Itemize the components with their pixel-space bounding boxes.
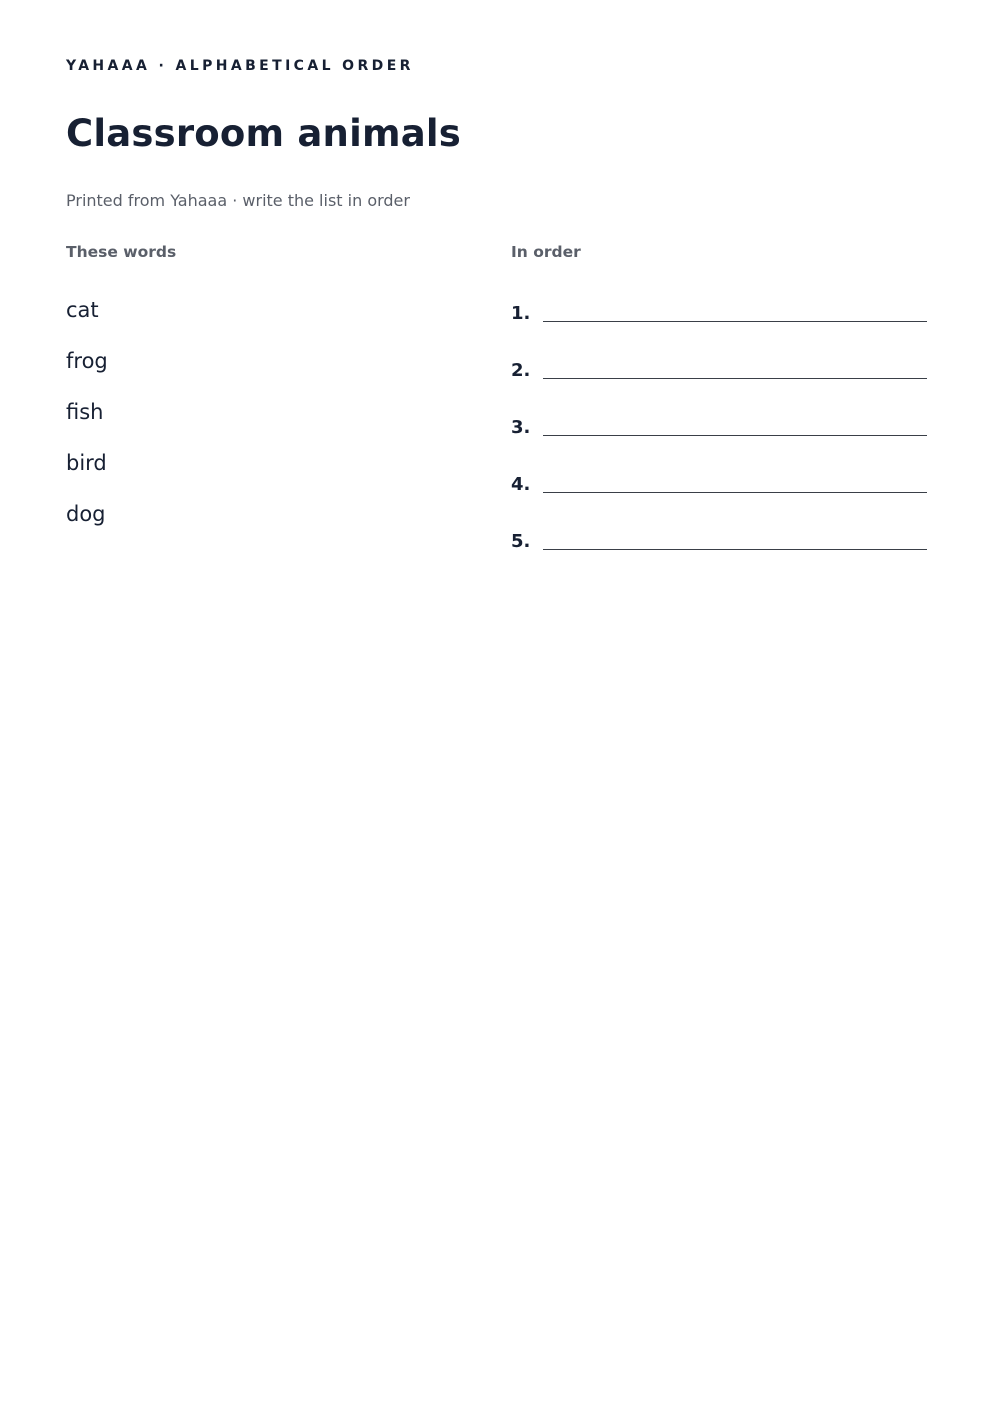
answer-number: 4. — [511, 474, 531, 495]
answer-row — [511, 414, 927, 471]
worksheet-page — [66, 0, 927, 1404]
word-item: dog — [66, 502, 106, 526]
brand-eyebrow: YAHAAA · ALPHABETICAL ORDER — [66, 58, 414, 74]
order-column-heading: In order — [511, 243, 581, 261]
answer-number: 5. — [511, 531, 531, 552]
word-item: fish — [66, 400, 104, 424]
answer-list — [511, 300, 927, 585]
page-title: Classroom animals — [66, 112, 461, 155]
answer-row — [511, 357, 927, 414]
page-subtitle: Printed from Yahaaa · write the list in order — [66, 191, 410, 210]
answer-row — [511, 300, 927, 357]
answer-write-line[interactable] — [543, 435, 927, 436]
word-list — [66, 295, 108, 550]
answer-write-line[interactable] — [543, 321, 927, 322]
answer-number: 3. — [511, 417, 531, 438]
answer-number: 2. — [511, 360, 531, 381]
answer-write-line[interactable] — [543, 549, 927, 550]
answer-write-line[interactable] — [543, 492, 927, 493]
word-item: frog — [66, 349, 108, 373]
words-column-heading: These words — [66, 243, 177, 261]
word-item: bird — [66, 451, 107, 475]
answer-row — [511, 471, 927, 528]
answer-row — [511, 528, 927, 585]
answer-number: 1. — [511, 303, 531, 324]
answer-write-line[interactable] — [543, 378, 927, 379]
word-item: cat — [66, 298, 99, 322]
